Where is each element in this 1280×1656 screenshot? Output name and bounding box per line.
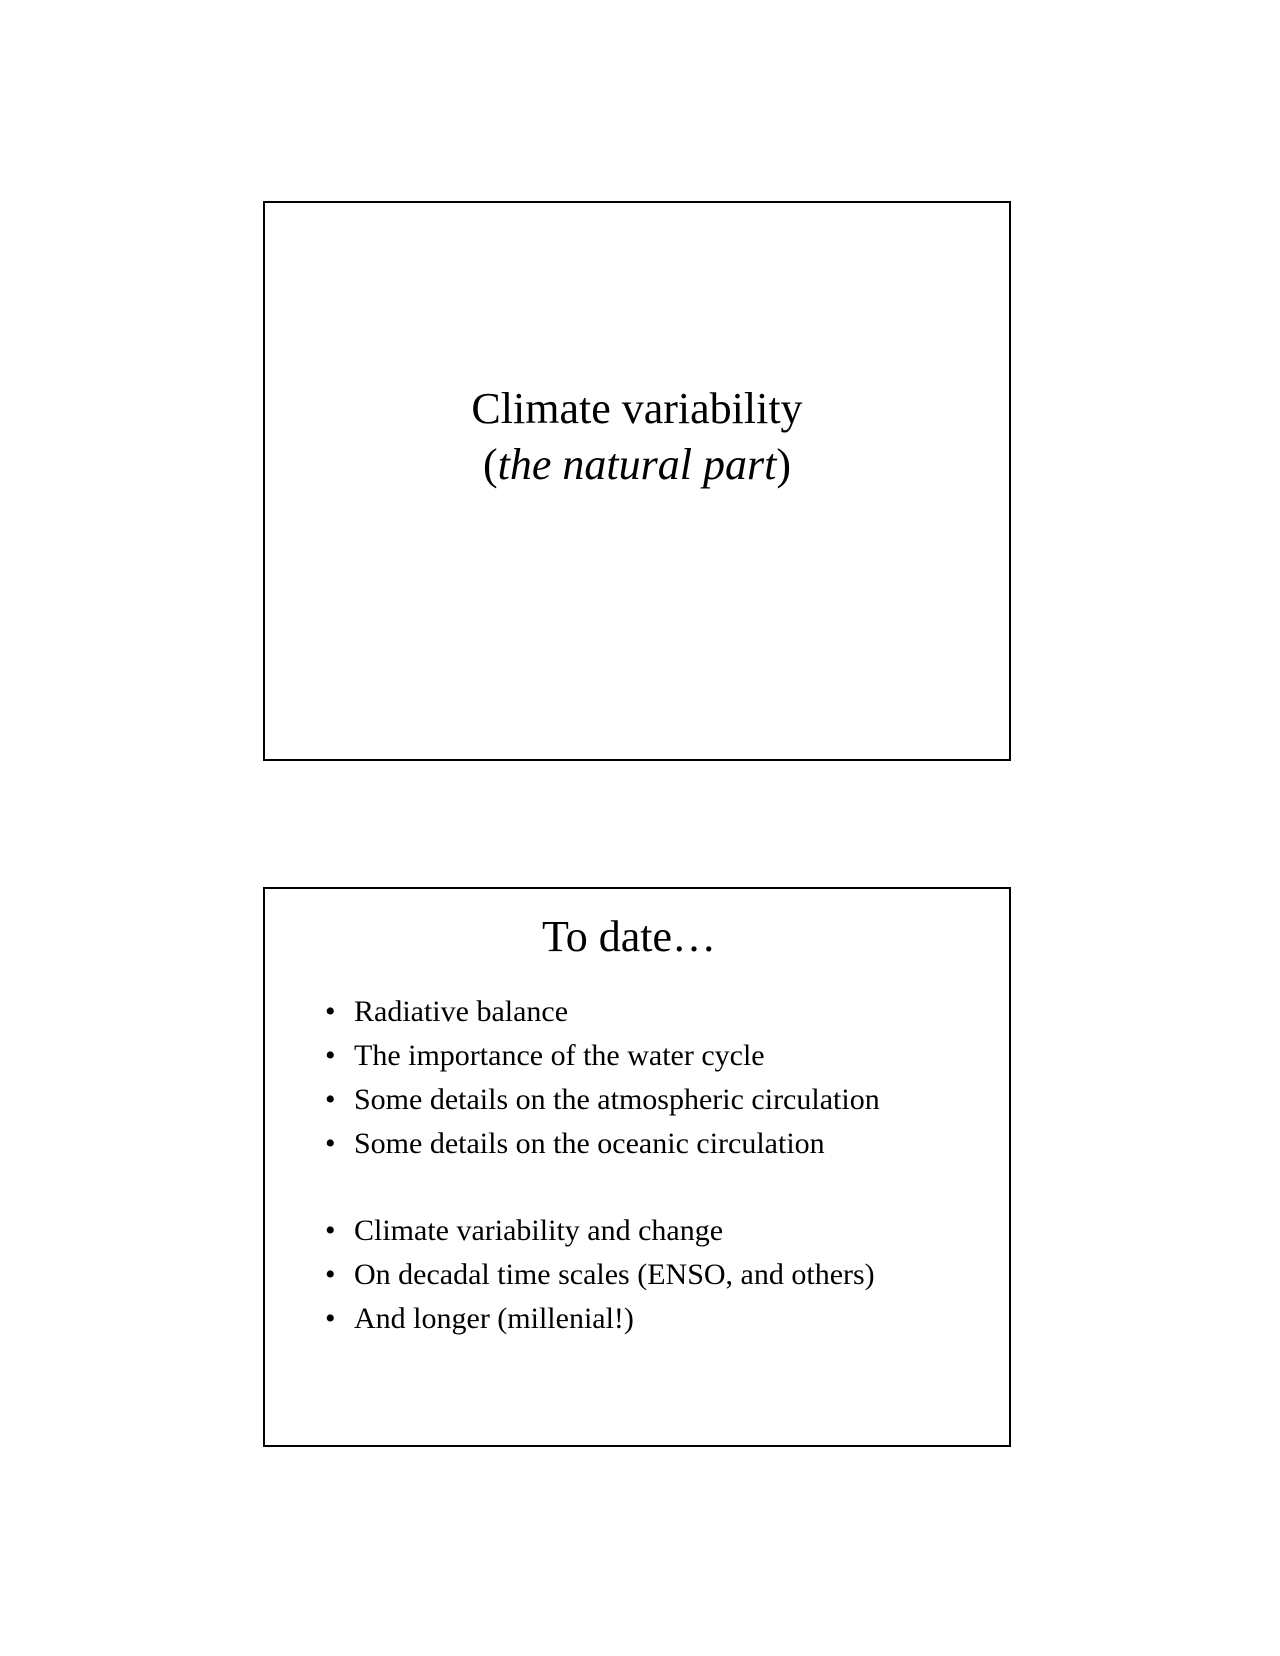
- bullet-icon: •: [325, 1083, 336, 1116]
- list-item-text: On decadal time scales (ENSO, and others): [354, 1258, 875, 1291]
- list-item-text: Some details on the oceanic circulation: [354, 1127, 825, 1160]
- list-item: [325, 1034, 880, 1078]
- list-item: [325, 1297, 875, 1341]
- title-line: Climate variability: [471, 384, 803, 433]
- slide-title-text: To date…: [541, 912, 717, 961]
- bullet-icon: •: [325, 1302, 336, 1335]
- slide-to-date: [263, 887, 1011, 1447]
- subtitle-line: [265, 437, 1009, 493]
- bullet-icon: •: [325, 1258, 336, 1291]
- bullet-list-topics: [325, 990, 880, 1166]
- subtitle-close-paren: ): [776, 440, 791, 489]
- bullet-icon: •: [325, 1039, 336, 1072]
- list-item-text: And longer (millenial!): [354, 1302, 634, 1335]
- bullet-icon: •: [325, 1127, 336, 1160]
- slide-climate-variability: [263, 201, 1011, 761]
- bullet-icon: •: [325, 1214, 336, 1247]
- list-item: [325, 1209, 875, 1253]
- slide-title: [265, 381, 1009, 493]
- list-item-text: Climate variability and change: [354, 1214, 724, 1247]
- subtitle-italic: the natural part: [497, 440, 777, 489]
- list-item-text: The importance of the water cycle: [354, 1039, 765, 1072]
- slide-title: [265, 911, 1009, 963]
- bullet-list-variability: [325, 1209, 875, 1341]
- subtitle-open-paren: (: [483, 440, 498, 489]
- list-item: [325, 1122, 880, 1166]
- list-item: [325, 1253, 875, 1297]
- list-item: [325, 990, 880, 1034]
- bullet-icon: •: [325, 995, 336, 1028]
- list-item: [325, 1078, 880, 1122]
- list-item-text: Some details on the atmospheric circulation: [354, 1083, 880, 1116]
- list-item-text: Radiative balance: [354, 995, 569, 1028]
